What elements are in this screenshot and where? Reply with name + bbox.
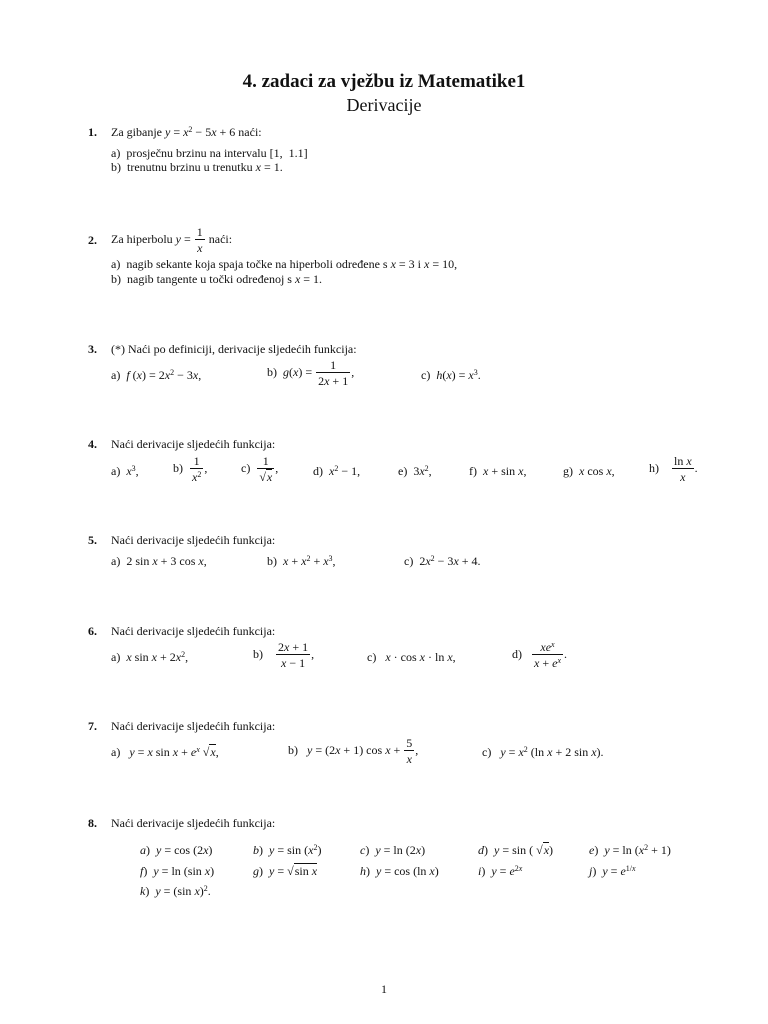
task-8-item-b: b) $y = \sin (x^2)$ [253,843,322,857]
task-5-item-c: c) $2x^2 - 3x + 4$. [404,554,481,568]
task-7-item-c: c) $y = x^2$ (ln x + 2 sin x). [482,745,604,759]
task-6-item-b: b) $\frac{2x + 1}{x - 1}$ , [253,640,315,670]
task-2-item-b: b) nagib tangente u točki određenoj s x = 1. [111,272,323,286]
task-5-number: 5. [88,533,97,547]
task-4-item-e: e) $3x^2$, [398,464,432,478]
task-6-item-a: a) x $\sin x + 2x^2$, [111,650,189,664]
task-3-item-b: b) g(x) = $\frac{1}{2x + 1}$ , [267,358,355,388]
task-3-intro: (*) Naći po definiciji, derivacije sljedećih funkcija: [111,342,357,356]
task-8-item-h: h) y = cos (ln x) [360,864,439,878]
task-8-item-k: k) y = (sin x)$^2$. [140,884,211,898]
task-7-intro: Naći derivacije sljedećih funkcija: [111,719,276,733]
task-8-item-d: d) y = sin ( √x) [478,843,554,857]
task-6-item-d: d) $xe^x$ $x + e^x$ . [512,640,567,670]
task-8-item-f: f) y = ln (sin x) [140,864,215,878]
task-4-item-d: d) $x^2 - 1$, [313,464,361,478]
task-4-item-a: a) $x^3$, [111,464,139,478]
task-4-item-f: f) x + sin x, [469,464,527,478]
page-number: 1 [381,982,387,996]
task-4-intro: Naći derivacije sljedećih funkcija: [111,437,276,451]
task-6-item-c: c) x · cos x · ln x, [367,650,456,664]
task-3-item-a: a) f $(x) = 2x^2 - 3x$, [111,368,202,382]
page-title: 4. zadaci za vježbu iz Matematike1 [242,71,526,92]
task-8-item-i: i) $y = e^{2x}$ [478,864,523,878]
task-3-number: 3. [88,342,97,356]
task-8-item-c: c) y = ln (2x) [360,843,426,857]
task-8-item-j: j) $y = e^{1/x}$ [589,864,636,878]
task-4-item-h: h) $\frac{\text{ln x}}{x}$ . [649,454,698,484]
task-4-item-c: c) $\frac{1}{√x}$ , [241,454,279,484]
task-5-item-a: a) 2 sin x + 3 cos x, [111,554,207,568]
task-4-item-g: g) x cos x, [563,464,615,478]
task-3-item-c: c) $h(x) = x^3$. [421,368,481,382]
task-4-number: 4. [88,437,97,451]
task-1-number: 1. [88,125,97,139]
task-7-number: 7. [88,719,97,733]
page-subtitle: Derivacije [346,95,422,115]
task-8-item-a: a) y = cos (2x) [140,843,213,857]
task-1-item-b: b) trenutnu brzinu u trenutku x = 1. [111,160,283,174]
task-6-intro: Naći derivacije sljedećih funkcija: [111,624,276,638]
task-1-intro: Za gibanje $y = x^2 - 5x + 6$ naći: [111,125,262,139]
task-2-number: 2. [88,233,97,247]
task-8-number: 8. [88,816,97,830]
task-5-intro: Naći derivacije sljedećih funkcija: [111,533,276,547]
task-1-item-a: a) prosječnu brzinu na intervalu [1, 1.1] [111,146,308,160]
task-8-intro: Naći derivacije sljedećih funkcija: [111,816,276,830]
task-4-item-b: b) $\frac{1}{x^2}$ , [173,454,208,484]
task-2-item-a: a) nagib sekante koja spaja točke na hiperboli određene s x = 3 i x = 10, [111,257,458,271]
task-8-item-e: e) $y = \ln (x^2 + 1)$ [589,843,671,857]
task-2-intro: Za hiperbolu y = $\frac{1}{x}$ naći: [111,225,233,255]
task-8-item-g: g) y = √sin x [253,864,318,878]
task-7-item-b: b) y = (2x + 1) cos x + $\frac{5}{x}$ , [288,736,419,766]
task-7-item-a: a) y = x $\sin x + e^x$ √x, [111,745,219,759]
task-5-item-b: b) $x + x^2 + x^3$, [267,554,336,568]
task-6-number: 6. [88,624,97,638]
